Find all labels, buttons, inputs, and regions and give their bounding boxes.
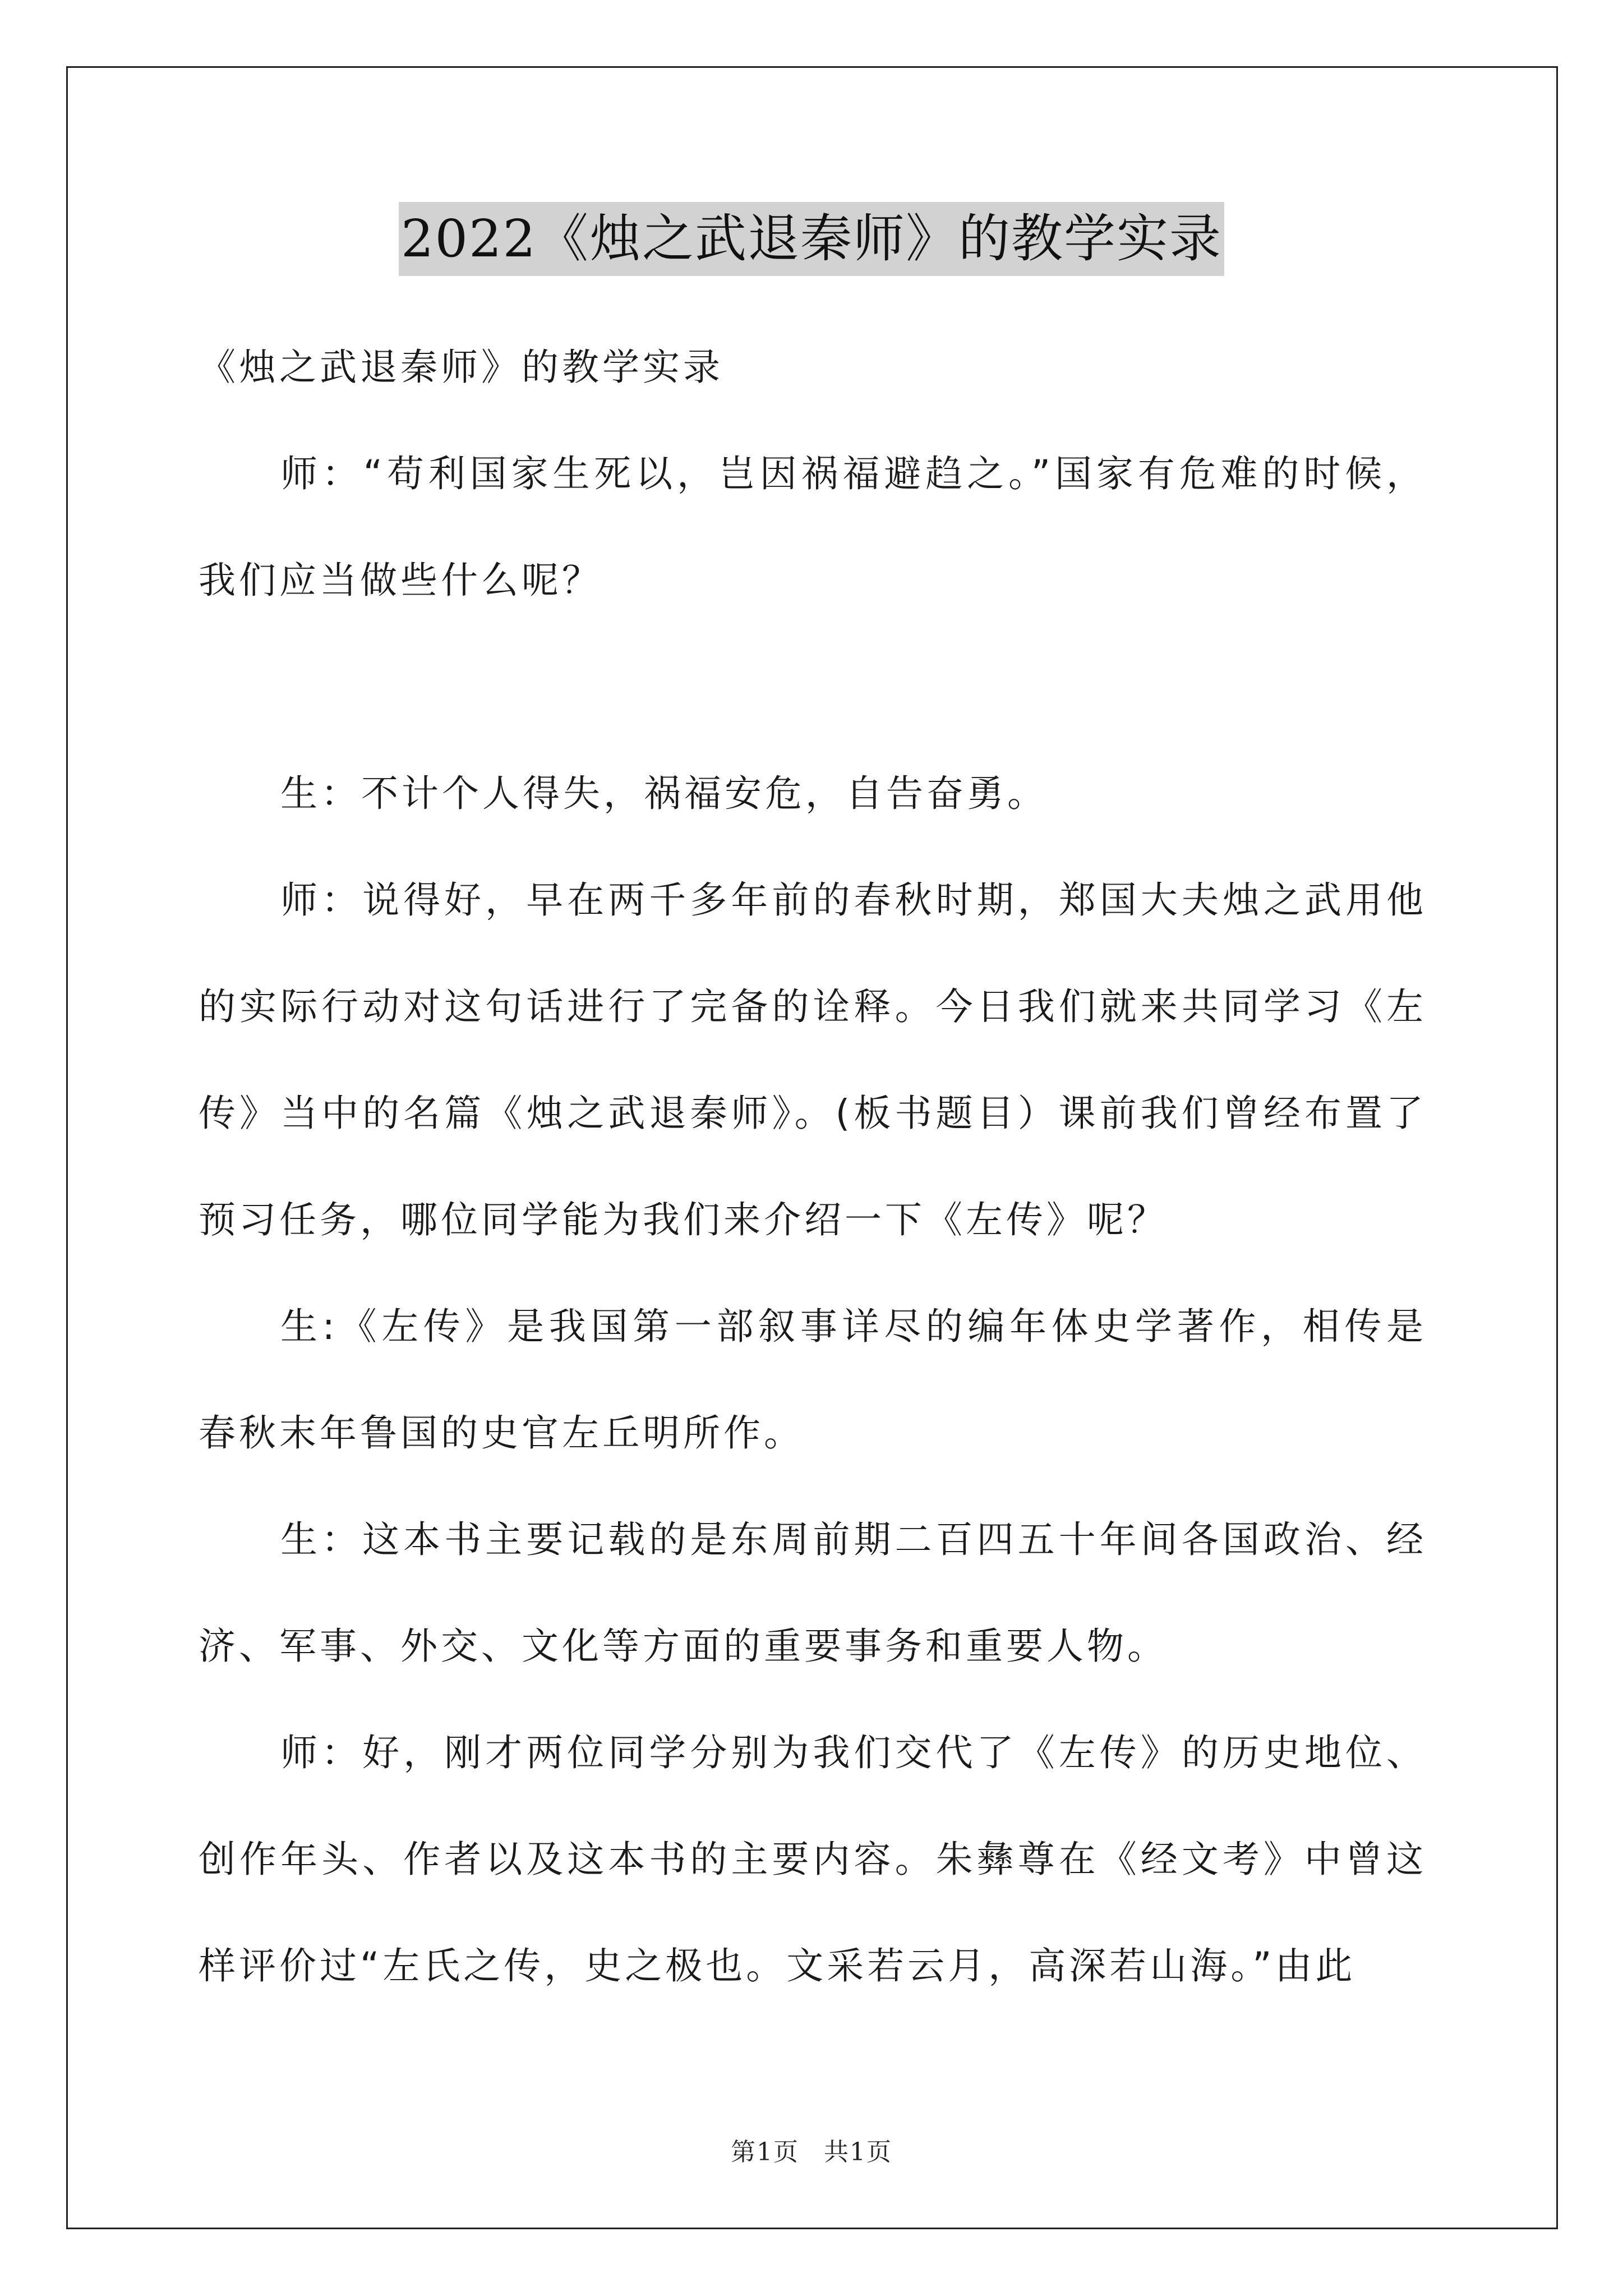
page-number-total: 共1页 [824, 2138, 892, 2166]
paragraph-teacher-3: 师：好，刚才两位同学分别为我们交代了《左传》的历史地位、创作年头、作者以及这本书的主要内容。朱彝尊在《经文考》中曾这样评价过“左氏之传，史之极也。文采若云月，高深若山海。”由此 [199, 1731, 1427, 1987]
paragraph-teacher-1: 师：“苟利国家生死以，岂因祸福避趋之。”国家有危难的时候，我们应当做些什么呢？ [199, 452, 1427, 602]
title-container [0, 202, 1623, 276]
subtitle-paragraph: 《烛之武退秦师》的教学实录 [199, 346, 723, 389]
paragraph-teacher-2: 师：说得好，早在两千多年前的春秋时期，郑国大夫烛之武用他的实际行动对这句话进行了完备的诠释。今日我们就来共同学习《左传》当中的名篇《烛之武退秦师》。(板书题目）课前我们曾经布置了预习任务，哪位同学能为我们来介绍一下《左传》呢？ [199, 878, 1427, 1241]
paragraph-student-2: 生:《左传》是我国第一部叙事详尽的编年体史学著作，相传是春秋末年鲁国的史官左丘明所作。 [199, 1305, 1427, 1455]
page-footer [0, 2132, 1623, 2168]
document-title: 2022《烛之武退秦师》的教学实录 [399, 202, 1224, 276]
document-body [199, 314, 1427, 2019]
paragraph-student-3: 生：这本书主要记载的是东周前期二百四五十年间各国政治、经济、军事、外交、文化等方面的重要事务和重要人物。 [199, 1518, 1427, 1668]
paragraph-student-1: 生：不计个人得失，祸福安危，自告奋勇。 [280, 772, 1048, 815]
page-number-current: 第1页 [731, 2138, 799, 2166]
